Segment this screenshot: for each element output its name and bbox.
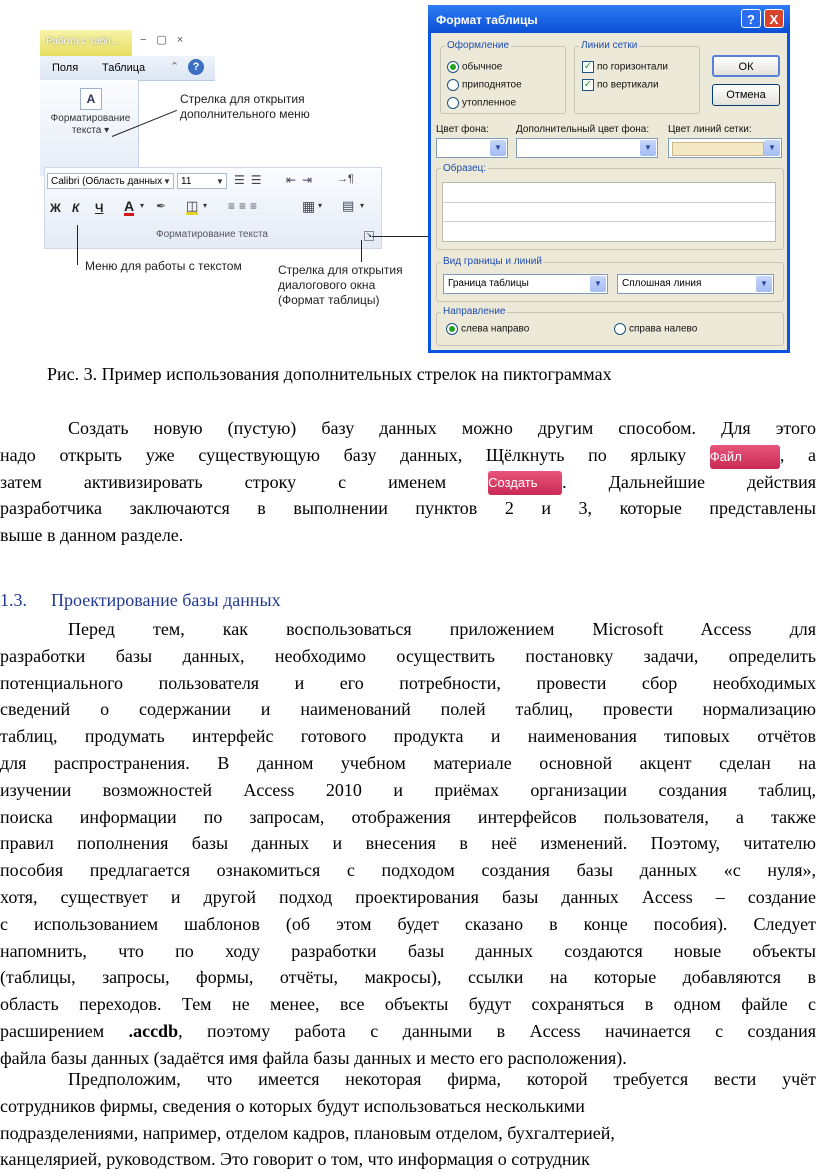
paragraph-line: сведений о содержании и наименований полей таблиц, провести нормализацию: [0, 699, 816, 720]
paragraph-line: область переходов. Тем не менее, все объекты будут сохраняться в одном файле с: [0, 994, 816, 1015]
callout-line: [77, 225, 78, 265]
text-span: надо открыть уже существующую базу данных, Щёлкнуть по ярлыку: [0, 444, 687, 465]
radio-icon[interactable]: [447, 97, 459, 109]
paragraph-line: потенциального пользователя и его потребности, провести сбор необходимых: [0, 672, 816, 693]
list-buttons[interactable]: ☰☰: [234, 173, 268, 187]
paragraph-line: пособия предлагается ознакомиться с подходом создания базы данных «с нуля»,: [0, 860, 816, 881]
paragraph-line: хотя, существует и другой подход проектирования базы данных Access – создание: [0, 886, 816, 907]
callout-menu-arrow: Стрелка для открытия дополнительного меню: [180, 92, 310, 121]
font-color-icon[interactable]: A: [124, 198, 135, 214]
paragraph-line: [0, 442, 816, 469]
border-combo[interactable]: [443, 274, 608, 294]
radio-left-to-right[interactable]: [446, 323, 529, 335]
format-text-label: Форматирование текста: [50, 113, 131, 136]
paragraph-line: Предположим, что имеется некоторая фирма, которой требуется вести учёт: [68, 1069, 816, 1089]
radio-right-to-left[interactable]: [614, 323, 697, 335]
radio-sunken-label: утопленное: [462, 97, 517, 109]
alt-bg-color-label: Дополнительный цвет фона:: [516, 124, 650, 135]
chevron-down-icon: ▾: [104, 125, 110, 136]
dialog-titlebar[interactable]: [428, 5, 790, 33]
chevron-down-icon[interactable]: ▾: [140, 201, 145, 210]
check-horizontal-label: по горизонтали: [597, 61, 668, 73]
direction-group-label: Направление: [443, 306, 506, 317]
underline-button[interactable]: Ч: [95, 201, 104, 215]
align-buttons[interactable]: ≡≡≡: [228, 199, 262, 213]
sample-label: Образец:: [443, 163, 487, 174]
paragraph-line: Перед тем, как воспользоваться приложением Microsoft Access для: [68, 619, 816, 639]
callout-line: [361, 240, 362, 262]
paragraph-line: файла базы данных (задаётся имя файла базы данных и место его расположения).: [0, 1047, 627, 1068]
context-tab-table-tools[interactable]: Работа с табл...: [40, 30, 132, 56]
text-span: расширением: [0, 1020, 129, 1041]
cancel-button[interactable]: Отмена: [712, 84, 780, 106]
paragraph-line: Создать новую (пустую) базу данных можно другим способом. Для этого: [68, 418, 816, 438]
callout-dialog-arrow: Стрелка для открытия диалогового окна (Формат таблицы): [278, 263, 403, 307]
section-number: 1.3.: [0, 590, 27, 610]
callout-line: [372, 236, 428, 237]
dialog-launcher-icon[interactable]: ↘: [364, 231, 374, 241]
create-button[interactable]: Создать: [488, 471, 562, 495]
font-name-combo[interactable]: [47, 173, 174, 189]
paragraph-line: подразделениями, например, отделом кадров, плановым отделом, бухгалтерией,: [0, 1122, 615, 1143]
radio-raised-label: приподнятое: [462, 79, 522, 91]
border-combo-value: Граница таблицы: [448, 278, 529, 289]
paragraph-line: разработчика заключаются в выполнении пунктов 2 и 3, которые представлены: [0, 498, 816, 519]
chevron-down-icon[interactable]: ▾: [360, 201, 365, 210]
bg-color-label: Цвет фона:: [436, 124, 489, 135]
border-group-label: Вид границы и линий: [443, 256, 542, 267]
paragraph-line: [0, 1018, 816, 1045]
check-icon[interactable]: ✓: [583, 61, 593, 72]
file-tab-button[interactable]: Файл: [710, 445, 780, 469]
chevron-down-icon[interactable]: ▼: [756, 276, 772, 292]
chevron-down-icon[interactable]: ▼: [764, 140, 780, 156]
check-vertical[interactable]: [582, 79, 659, 91]
chevron-down-icon[interactable]: ▼: [490, 140, 506, 156]
paragraph-2: [0, 616, 816, 1072]
chevron-down-icon[interactable]: ▾: [203, 201, 208, 210]
file-extension: .accdb: [128, 1020, 179, 1041]
paragraph-direction-icon[interactable]: →¶: [337, 173, 354, 185]
radio-flat[interactable]: [447, 61, 502, 73]
tab-table[interactable]: Таблица: [102, 62, 146, 74]
check-icon[interactable]: ✓: [583, 79, 593, 90]
radio-selected-icon[interactable]: [446, 323, 458, 335]
grid-color-combo[interactable]: [668, 138, 782, 158]
radio-flat-label: обычное: [462, 61, 503, 73]
format-text-button[interactable]: [43, 113, 138, 137]
paragraph-line: сотрудников фирмы, сведения о которых будут использоваться несколькими: [0, 1095, 585, 1116]
figure-caption: Рис. 3. Пример использования дополнительных стрелок на пиктограммах: [47, 364, 612, 384]
help-icon[interactable]: ?: [188, 59, 204, 75]
callout-text-menu: Меню для работы с текстом: [85, 259, 242, 273]
close-button[interactable]: X: [764, 9, 784, 28]
italic-button[interactable]: К: [72, 201, 80, 215]
radio-raised[interactable]: [447, 79, 522, 91]
paragraph-line: (таблицы, запросы, формы, отчёты, макросы), ссылки на которые добавляются в: [0, 967, 816, 988]
text-span: , а: [779, 444, 816, 465]
fill-color-icon[interactable]: ◫: [186, 198, 199, 213]
line-style-value: Сплошная линия: [622, 278, 702, 289]
section-title: Проектирование базы данных: [51, 590, 281, 610]
paragraph-3: [0, 1066, 816, 1173]
radio-sunken[interactable]: [447, 97, 516, 109]
alt-bg-color-combo[interactable]: [516, 138, 658, 158]
paragraph-line: разработки базы данных, необходимо осуществить постановку задачи, определить: [0, 645, 816, 666]
font-name-value: Calibri (Область данных: [51, 176, 163, 187]
text-span: затем активизировать строку с именем: [0, 471, 447, 492]
highlight-icon[interactable]: ✒: [156, 199, 167, 213]
paragraph-line: напомнить, что по ходу разработки базы данных создаются новые объекты: [0, 940, 816, 961]
font-size-combo[interactable]: [177, 173, 227, 189]
chevron-down-icon[interactable]: ▼: [640, 140, 656, 156]
text-span: . Дальнейшие действия: [562, 471, 816, 492]
paragraph-line: выше в данном разделе.: [0, 525, 184, 546]
bg-color-combo[interactable]: [436, 138, 508, 158]
grid-color-label: Цвет линий сетки:: [668, 124, 752, 135]
text-span: , поэтому работа с данными в Access начинается с создания: [178, 1020, 816, 1041]
paragraph-line: изучении возможностей Access 2010 и приёмах организации создания таблиц,: [0, 779, 816, 800]
grid-color-swatch: [672, 142, 764, 156]
paragraph-line: канцелярией, руководством. Это говорит о том, что информация о сотрудник: [0, 1149, 590, 1170]
radio-rtl-label: справа налево: [629, 323, 698, 335]
format-text-icon[interactable]: A: [80, 88, 102, 110]
gridlines-icon[interactable]: ▦: [302, 198, 316, 214]
ok-button[interactable]: ОК: [712, 55, 780, 77]
chevron-down-icon[interactable]: ▾: [318, 201, 323, 210]
dialog-help-button[interactable]: ?: [741, 9, 761, 28]
paragraph-1: [0, 415, 816, 549]
check-horizontal[interactable]: [582, 61, 668, 73]
sample-preview: [442, 182, 776, 242]
paragraph-line: для распространения. В данном учебном материале основной акцент сделан на: [0, 752, 816, 773]
paragraph-line: таблиц, продумать интерфейс готового продукта и наименования типовых отчётов: [0, 726, 816, 747]
dialog-title: Формат таблицы: [436, 13, 538, 27]
text-formatting-group-title: Форматирование текста: [156, 229, 268, 240]
paragraph-line: [0, 469, 816, 496]
tab-fields[interactable]: Поля: [52, 62, 79, 74]
radio-selected-icon[interactable]: [447, 61, 459, 73]
alternate-row-color-icon[interactable]: ▤: [342, 198, 355, 213]
design-group-label: Оформление: [447, 40, 510, 51]
check-vertical-label: по вертикали: [597, 79, 659, 91]
line-style-combo[interactable]: [617, 274, 774, 294]
paragraph-line: с использованием шаблонов (об этом будет сказано в конце пособия). Следует: [0, 913, 816, 934]
chevron-down-icon[interactable]: ▼: [163, 177, 171, 186]
bold-button[interactable]: Ж: [50, 201, 61, 215]
section-heading: [0, 590, 281, 611]
paragraph-line: поиска информации по запросам, отображения интерфейсов пользователя, а также: [0, 806, 816, 827]
ribbon-collapse-icon[interactable]: ⌃: [170, 61, 180, 73]
paragraph-line: правил пополнения базы данных и внесения в неё изменений. Поэтому, читателю: [0, 833, 816, 854]
ribbon-window-buttons[interactable]: −▢×: [140, 34, 194, 46]
font-size-value: 11: [181, 176, 192, 187]
radio-icon[interactable]: [447, 79, 459, 91]
indent-buttons[interactable]: ⇤⇥: [286, 173, 319, 187]
radio-icon[interactable]: [614, 323, 626, 335]
grid-group-label: Линии сетки: [581, 40, 638, 51]
radio-ltr-label: слева направо: [461, 323, 530, 335]
chevron-down-icon[interactable]: ▼: [590, 276, 606, 292]
chevron-down-icon[interactable]: ▼: [216, 177, 224, 186]
